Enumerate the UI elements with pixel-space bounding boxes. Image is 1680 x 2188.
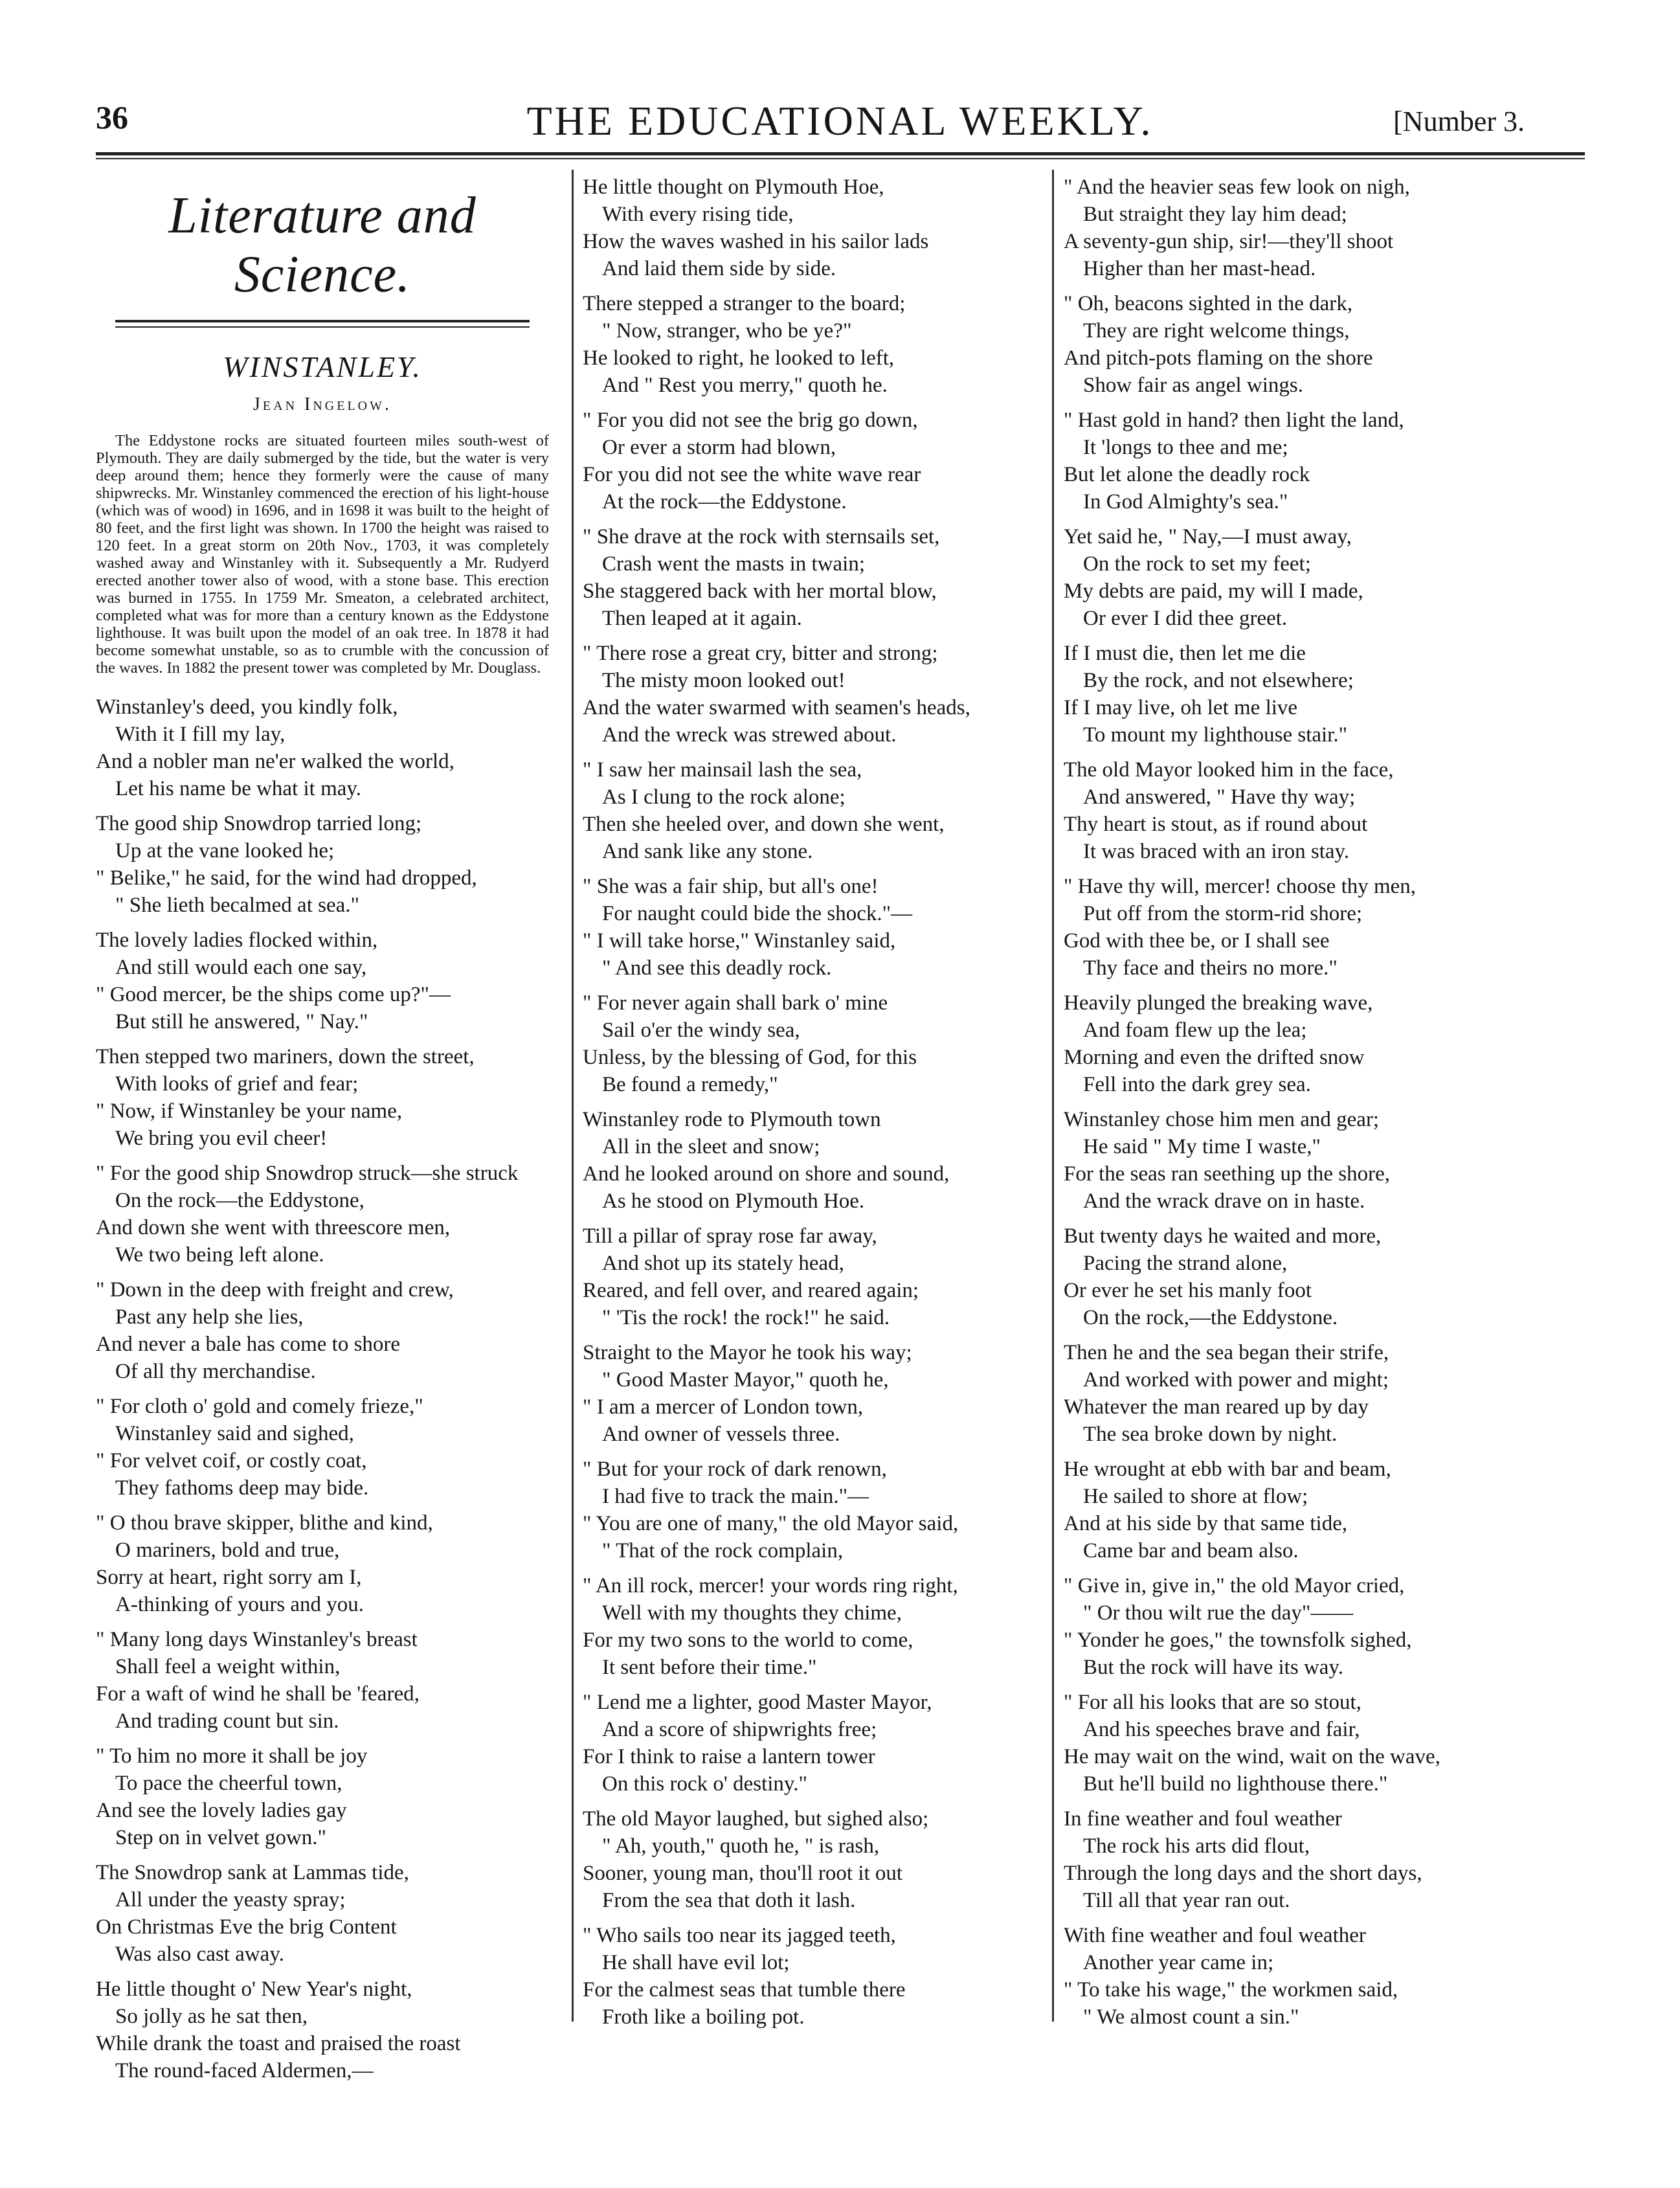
poem-line: But let alone the deadly rock — [1064, 463, 1310, 486]
poem-line: Yet said he, " Nay,—I must away, — [1064, 525, 1352, 548]
poem-line: It was braced with an iron stay. — [1083, 840, 1350, 863]
poem-line: Another year came in; — [1083, 1951, 1274, 1974]
poem-line: " An ill rock, mercer! your words ring right, — [583, 1574, 958, 1597]
poem-line: Or ever I did thee greet. — [1083, 607, 1288, 630]
poem-line: " I will take horse," Winstanley said, — [583, 929, 896, 953]
poem-line: Sooner, young man, thou'll root it out — [583, 1862, 903, 1885]
poem-line: Winstanley chose him men and gear; — [1064, 1108, 1380, 1131]
poem-line: The good ship Snowdrop tarried long; — [96, 812, 422, 835]
stanza — [96, 927, 549, 1035]
poem-line: All under the yeasty spray; — [115, 1888, 346, 1912]
poem-line: Or ever he set his manly foot — [1064, 1279, 1312, 1302]
poem-line: God with thee be, or I shall see — [1064, 929, 1330, 953]
page-number: 36 — [96, 99, 128, 135]
stanza — [583, 1689, 1036, 1798]
stanza — [583, 174, 1036, 282]
stanza — [1064, 1339, 1517, 1448]
poem-line: He looked to right, he looked to left, — [583, 346, 895, 370]
stanza — [1064, 1456, 1517, 1564]
poem-line: Let his name be what it may. — [115, 777, 361, 800]
poem-line: Heavily plunged the breaking wave, — [1064, 991, 1373, 1015]
poem-line: Of all thy merchandise. — [115, 1360, 316, 1383]
stanza — [96, 1393, 549, 1502]
poem-line: And laid them side by side. — [602, 257, 836, 280]
poem-line: " Ah, youth," quoth he, " is rash, — [602, 1834, 880, 1858]
poem-line: Higher than her mast-head. — [1083, 257, 1316, 280]
poem-line: It sent before their time." — [602, 1656, 817, 1679]
stanza — [1064, 174, 1517, 282]
poem-line: It 'longs to thee and me; — [1083, 436, 1288, 459]
stanza — [96, 1509, 549, 1618]
stanza — [96, 1976, 549, 2084]
poem-line: And never a bale has come to shore — [96, 1333, 401, 1356]
stanza — [583, 1572, 1036, 1681]
poem-line: On this rock o' destiny." — [602, 1772, 807, 1796]
poem-line: For the seas ran seething up the shore, — [1064, 1162, 1391, 1186]
poem-line: In fine weather and foul weather — [1064, 1807, 1342, 1831]
poem-line: For you did not see the white wave rear — [583, 463, 921, 486]
poem-line: For naught could bide the shock."— — [602, 902, 913, 925]
poem-line: For the calmest seas that tumble there — [583, 1978, 906, 2002]
stanza — [583, 1339, 1036, 1448]
poem-line: Was also cast away. — [115, 1943, 284, 1966]
poem-line: He said " My time I waste," — [1083, 1135, 1321, 1158]
poem-line: All in the sleet and snow; — [602, 1135, 820, 1158]
decorative-rule — [115, 326, 530, 328]
poem-line: The misty moon looked out! — [602, 669, 846, 692]
poem-line: But straight they lay him dead; — [1083, 203, 1347, 226]
stanza — [1064, 1106, 1517, 1215]
poem-body — [96, 694, 549, 2084]
stanza — [1064, 640, 1517, 749]
poem-line: Pacing the strand alone, — [1083, 1252, 1288, 1275]
poem-line: He sailed to shore at flow; — [1083, 1485, 1308, 1508]
poem-line: " She lieth becalmed at sea." — [115, 894, 359, 917]
stanza — [583, 523, 1036, 632]
header-rule — [96, 152, 1585, 155]
poem-line: The old Mayor laughed, but sighed also; — [583, 1807, 929, 1831]
header-rule-thin — [96, 158, 1585, 159]
poem-line: Then he and the sea began their strife, — [1064, 1341, 1389, 1364]
poem-line: With every rising tide, — [602, 203, 794, 226]
poem-title: WINSTANLEY. — [223, 350, 422, 383]
stanza — [583, 290, 1036, 399]
poem-line: The lovely ladies flocked within, — [96, 929, 378, 952]
journal-title: THE EDUCATIONAL WEEKLY. — [526, 98, 1154, 144]
poem-line: They fathoms deep may bide. — [115, 1476, 369, 1500]
poem-line: " Good Master Mayor," quoth he, — [602, 1368, 889, 1392]
poem-line: Straight to the Mayor he took his way; — [583, 1341, 912, 1364]
poem-line: He wrought at ebb with bar and beam, — [1064, 1458, 1391, 1481]
poem-line: While drank the toast and praised the roast — [96, 2032, 461, 2055]
column-divider — [1052, 170, 1054, 2022]
poem-line: Sorry at heart, right sorry am I, — [96, 1566, 362, 1589]
poem-line: With looks of grief and fear; — [115, 1072, 359, 1096]
poem-line: And his speeches brave and fair, — [1083, 1718, 1360, 1741]
section-heading: Literature and Science. — [168, 187, 476, 303]
poem-line: He little thought o' New Year's night, — [96, 1978, 412, 2001]
poem-line: And trading count but sin. — [115, 1709, 339, 1733]
poem-line: But twenty days he waited and more, — [1064, 1224, 1382, 1248]
page-header — [0, 0, 1680, 155]
poem-line: To mount my lighthouse stair." — [1083, 723, 1348, 747]
stanza — [583, 756, 1036, 865]
stanza — [96, 1276, 549, 1385]
stanza — [1064, 1223, 1517, 1331]
poem-line: And a score of shipwrights free; — [602, 1718, 877, 1741]
poem-line: Fell into the dark grey sea. — [1083, 1073, 1311, 1096]
poem-line: Up at the vane looked he; — [115, 839, 335, 863]
stanza — [583, 407, 1036, 515]
poem-line: There stepped a stranger to the board; — [583, 292, 906, 315]
poem-body — [583, 174, 1036, 2031]
poem-line: We bring you evil cheer! — [115, 1127, 328, 1150]
poem-line: " We almost count a sin." — [1083, 2005, 1299, 2029]
poem-line: " Or thou wilt rue the day"—— — [1083, 1601, 1354, 1625]
poem-line: She staggered back with her mortal blow, — [583, 580, 937, 603]
issue-number: [Number 3. — [1393, 106, 1525, 137]
poem-line: " Belike," he said, for the wind had dropped, — [96, 866, 477, 890]
poem-line: " Good mercer, be the ships come up?"— — [96, 983, 451, 1006]
poem-line: Or ever a storm had blown, — [602, 436, 836, 459]
stanza — [583, 1106, 1036, 1215]
poem-line: " Who sails too near its jagged teeth, — [583, 1924, 896, 1947]
poem-line: Then she heeled over, and down she went, — [583, 813, 945, 836]
stanza — [96, 1160, 549, 1269]
stanza — [1064, 407, 1517, 515]
poem-line: " Now, stranger, who be ye?" — [602, 319, 852, 343]
poem-line: O mariners, bold and true, — [115, 1539, 340, 1562]
poem-line: " There rose a great cry, bitter and strong; — [583, 642, 938, 665]
poem-line: As I clung to the rock alone; — [602, 785, 846, 809]
poem-line: Show fair as angel wings. — [1083, 374, 1304, 397]
stanza — [583, 1456, 1036, 1564]
poem-line: The sea broke down by night. — [1083, 1423, 1338, 1446]
poem-line: Froth like a boiling pot. — [602, 2005, 805, 2029]
poem-line: The rock his arts did flout, — [1083, 1834, 1310, 1858]
decorative-rule — [115, 320, 530, 322]
poem-line: For a waft of wind he shall be 'feared, — [96, 1682, 420, 1706]
poem-line: " But for your rock of dark renown, — [583, 1458, 887, 1481]
author: Jean Ingelow. — [253, 394, 392, 414]
poem-line: Through the long days and the short days, — [1064, 1862, 1422, 1885]
poem-line: " You are one of many," the old Mayor said, — [583, 1512, 959, 1535]
poem-line: " For velvet coif, or costly coat, — [96, 1449, 367, 1472]
poem-line: The Snowdrop sank at Lammas tide, — [96, 1861, 409, 1884]
poem-line: " Yonder he goes," the townsfolk sighed, — [1064, 1629, 1412, 1652]
poem-line: " That of the rock complain, — [602, 1539, 844, 1562]
poem-line: And at his side by that same tide, — [1064, 1512, 1348, 1535]
stanza — [1064, 756, 1517, 865]
poem-line: And sank like any stone. — [602, 840, 813, 863]
stanza — [96, 1743, 549, 1851]
poem-line: And the water swarmed with seamen's heads, — [583, 696, 970, 719]
poem-line: For my two sons to the world to come, — [583, 1629, 913, 1652]
poem-line: " To take his wage," the workmen said, — [1064, 1978, 1398, 2002]
poem-line: " For never again shall bark o' mine — [583, 991, 888, 1015]
poem-line: Till a pillar of spray rose far away, — [583, 1224, 877, 1248]
poem-line: Winstanley said and sighed, — [115, 1422, 354, 1445]
stanza — [1064, 873, 1517, 982]
poem-line: " She was a fair ship, but all's one! — [583, 875, 879, 898]
poem-line: And pitch-pots flaming on the shore — [1064, 346, 1373, 370]
poem-line: With it I fill my lay, — [115, 723, 286, 746]
poem-line: At the rock—the Eddystone. — [602, 490, 847, 513]
poem-line: Came bar and beam also. — [1083, 1539, 1299, 1562]
poem-line: The round-faced Aldermen,— — [115, 2059, 374, 2082]
poem-line: On the rock—the Eddystone, — [115, 1189, 364, 1212]
poem-line: A seventy-gun ship, sir!—they'll shoot — [1064, 230, 1394, 253]
poem-line: But still he answered, " Nay." — [115, 1010, 368, 1033]
stanza — [96, 1043, 549, 1152]
poem-line: Crash went the masts in twain; — [602, 552, 866, 576]
poem-line: And foam flew up the lea; — [1083, 1019, 1307, 1042]
poem-line: But he'll build no lighthouse there." — [1083, 1772, 1388, 1796]
poem-line: " Many long days Winstanley's breast — [96, 1628, 418, 1651]
poem-line: To pace the cheerful town, — [115, 1772, 342, 1795]
poem-line: From the sea that doth it lash. — [602, 1889, 856, 1912]
stanza — [583, 1223, 1036, 1331]
poem-line: Thy face and theirs no more." — [1083, 956, 1338, 980]
poem-line: And still would each one say, — [115, 956, 367, 979]
stanza — [1064, 523, 1517, 632]
poem-line: So jolly as he sat then, — [115, 2005, 308, 2028]
poem-line: And shot up its stately head, — [602, 1252, 844, 1275]
stanza — [96, 1859, 549, 1968]
poem-line: And a nobler man ne'er walked the world, — [96, 750, 454, 773]
poem-line: On the rock,—the Eddystone. — [1083, 1306, 1338, 1329]
stanza — [96, 694, 549, 802]
poem-line: And the wreck was strewed about. — [602, 723, 897, 747]
poem-line: How the waves washed in his sailor lads — [583, 230, 929, 253]
poem-line: " Have thy will, mercer! choose thy men, — [1064, 875, 1417, 898]
poem-line: Be found a remedy," — [602, 1073, 778, 1096]
poem-line: Past any help she lies, — [115, 1305, 304, 1329]
poem-line: Unless, by the blessing of God, for this — [583, 1046, 917, 1069]
poem-line: They are right welcome things, — [1083, 319, 1350, 343]
stanza — [583, 1922, 1036, 2031]
poem-line: " For cloth o' gold and comely frieze," — [96, 1395, 423, 1418]
poem-line: The old Mayor looked him in the face, — [1064, 758, 1394, 782]
stanza — [583, 640, 1036, 749]
poem-line: Step on in velvet gown." — [115, 1826, 327, 1849]
poem-body — [1064, 174, 1517, 2031]
poem-line: Winstanley's deed, you kindly folk, — [96, 695, 398, 719]
poem-line: He shall have evil lot; — [602, 1951, 790, 1974]
poem-line: " Give in, give in," the old Mayor cried, — [1064, 1574, 1405, 1597]
poem-line: " O thou brave skipper, blithe and kind, — [96, 1511, 433, 1535]
poem-line: " And the heavier seas few look on nigh, — [1064, 175, 1410, 199]
poem-line: He may wait on the wind, wait on the wave, — [1064, 1745, 1440, 1768]
poem-line: " To him no more it shall be joy — [96, 1744, 368, 1768]
poem-line: And he looked around on shore and sound, — [583, 1162, 950, 1186]
poem-line: As he stood on Plymouth Hoe. — [602, 1190, 865, 1213]
poem-line: " I saw her mainsail lash the sea, — [583, 758, 862, 782]
column-1 — [96, 174, 549, 2092]
poem-line: " Hast gold in hand? then light the land, — [1064, 409, 1404, 432]
stanza — [583, 873, 1036, 982]
poem-line: Shall feel a weight within, — [115, 1655, 341, 1678]
poem-line: But the rock will have its way. — [1083, 1656, 1344, 1679]
stanza — [1064, 989, 1517, 1098]
poem-line: " 'Tis the rock! the rock!" he said. — [602, 1306, 890, 1329]
column-3 — [1064, 174, 1517, 2038]
poem-line: " I am a mercer of London town, — [583, 1395, 864, 1419]
poem-line: Then stepped two mariners, down the street, — [96, 1045, 475, 1068]
poem-line: Winstanley rode to Plymouth town — [583, 1108, 881, 1131]
poem-line: Whatever the man reared up by day — [1064, 1395, 1369, 1419]
poem-line: " Down in the deep with freight and crew, — [96, 1278, 454, 1302]
poem-line: Morning and even the drifted snow — [1064, 1046, 1365, 1069]
poem-line: Then leaped at it again. — [602, 607, 802, 630]
poem-line: And " Rest you merry," quoth he. — [602, 374, 888, 397]
poem-line: " For you did not see the brig go down, — [583, 409, 918, 432]
poem-line: I had five to track the main."— — [602, 1485, 869, 1508]
poem-line: By the rock, and not elsewhere; — [1083, 669, 1354, 692]
poem-line: " She drave at the rock with sternsails set, — [583, 525, 940, 548]
poem-line: A-thinking of yours and you. — [115, 1593, 364, 1616]
poem-line: Well with my thoughts they chime, — [602, 1601, 902, 1625]
poem-line: If I must die, then let me die — [1064, 642, 1306, 665]
poem-line: On Christmas Eve the brig Content — [96, 1915, 397, 1939]
poem-line: Till all that year ran out. — [1083, 1889, 1290, 1912]
column-2 — [583, 174, 1036, 2038]
poem-line: " Oh, beacons sighted in the dark, — [1064, 292, 1353, 315]
intro-note: The Eddystone rocks are situated fourteen miles south-west of Plymouth. They are daily submerged by the tide, but the water is very deep around them; hence they formerly were the cause of many shipwrecks. Mr. Winstanley commenced the erection of his light-house (which was of wood) in 1696, and in 1698 it was built to the height of 80 feet, and the first light was shown. In 1700 the height was raised to 120 feet. In a great storm on 20th Nov., 1703, it was completely washed away and Winstanley with it. Subsequently a Mr. Rudyerd erected another tower also of wood, with a stone base. This erection was burned in 1755. In 1759 Mr. Smeaton, a celebrated architect, completed what was for more than a century known as the Eddystone lighthouse. It was built upon the model of an oak tree. In 1878 it had become somewhat unstable, so as to crumble with the concussion of the waves. In 1882 the present tower was completed by Mr. Douglass. — [96, 432, 549, 677]
poem-line: And answered, " Have thy way; — [1083, 785, 1356, 809]
poem-line: And see the lovely ladies gay — [96, 1799, 347, 1822]
stanza — [1064, 290, 1517, 399]
poem-line: " For all his looks that are so stout, — [1064, 1691, 1361, 1714]
poem-line: He little thought on Plymouth Hoe, — [583, 175, 884, 199]
stanza — [583, 989, 1036, 1098]
poem-line: Put off from the storm-rid shore; — [1083, 902, 1363, 925]
stanza — [96, 810, 549, 919]
poem-line: And worked with power and might; — [1083, 1368, 1389, 1392]
poem-line: " Now, if Winstanley be your name, — [96, 1100, 403, 1123]
stanza — [96, 1626, 549, 1735]
stanza — [1064, 1689, 1517, 1798]
poem-line: And owner of vessels three. — [602, 1423, 840, 1446]
stanza — [1064, 1572, 1517, 1681]
poem-line: On the rock to set my feet; — [1083, 552, 1311, 576]
column-divider — [572, 170, 574, 2022]
poem-line: Thy heart is stout, as if round about — [1064, 813, 1368, 836]
poem-line: Reared, and fell over, and reared again; — [583, 1279, 919, 1302]
poem-line: " And see this deadly rock. — [602, 956, 832, 980]
stanza — [583, 1805, 1036, 1914]
poem-line: For I think to raise a lantern tower — [583, 1745, 875, 1768]
poem-line: With fine weather and foul weather — [1064, 1924, 1366, 1947]
poem-line: My debts are paid, my will I made, — [1064, 580, 1363, 603]
stanza — [1064, 1805, 1517, 1914]
poem-line: We two being left alone. — [115, 1243, 324, 1267]
poem-line: " Lend me a lighter, good Master Mayor, — [583, 1691, 932, 1714]
poem-line: And the wrack drave on in haste. — [1083, 1190, 1365, 1213]
poem-line: And down she went with threescore men, — [96, 1216, 451, 1239]
poem-line: If I may live, oh let me live — [1064, 696, 1298, 719]
poem-line: In God Almighty's sea." — [1083, 490, 1288, 513]
stanza — [1064, 1922, 1517, 2031]
poem-line: " For the good ship Snowdrop struck—she struck — [96, 1162, 519, 1185]
poem-line: Sail o'er the windy sea, — [602, 1019, 800, 1042]
